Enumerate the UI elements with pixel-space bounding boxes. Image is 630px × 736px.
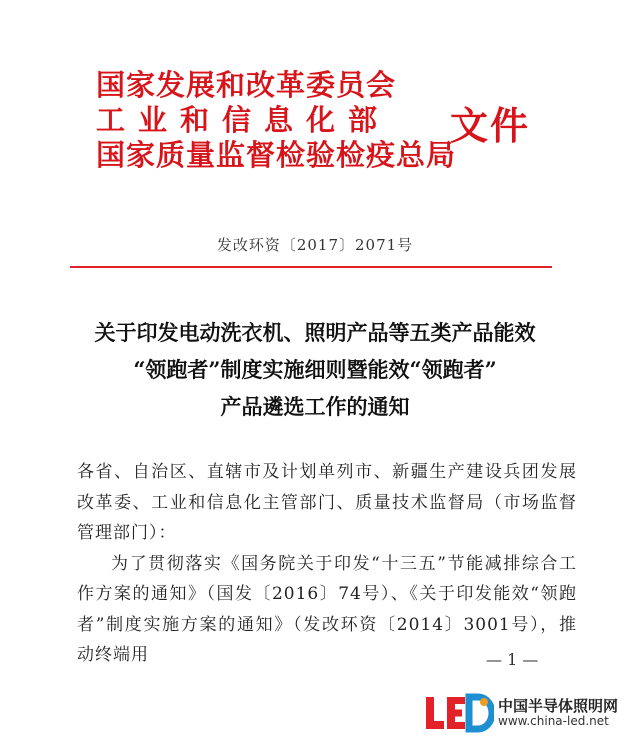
agency-aqsiq: 国家质量监督检验检疫总局 [96, 138, 457, 172]
title-line-3: 产品遴选工作的通知 [220, 394, 410, 419]
site-url: www.china-led.net [498, 714, 609, 728]
red-divider [70, 266, 552, 268]
document-number: 发改环资〔2017〕2071号 [216, 236, 414, 254]
site-name: 中国半导体照明网 [498, 697, 619, 715]
document-label: 文件 [450, 103, 531, 148]
watermark-logo [424, 693, 630, 736]
led-logo-icon [424, 693, 494, 733]
body-paragraph: 为了贯彻落实《国务院关于印发“十三五”节能减排综合工作方案的通知》（国发〔2016〕74号）、《关于印发能效“领跑者”制度实施方案的通知》（发改环资〔2014〕3001号），推动终端用 [77, 553, 577, 665]
recipients-paragraph: 各省、自治区、直辖市及计划单列市、新疆生产建设兵团发展改革委、工业和信息化主管部门、质量技术监督局（市场监督管理部门）： [77, 462, 577, 543]
issuing-agencies [96, 68, 456, 173]
document-body [77, 457, 577, 671]
agency-ndrc: 国家发展和改革委员会 [96, 68, 397, 102]
page-number: — 1 — [486, 650, 539, 669]
document-title [40, 314, 590, 425]
agency-miit: 工业和信息化部 [96, 103, 391, 137]
title-line-1: 关于印发电动洗衣机、照明产品等五类产品能效 [94, 320, 536, 345]
title-line-2: “领跑者”制度实施细则暨能效“领跑者” [133, 357, 497, 382]
